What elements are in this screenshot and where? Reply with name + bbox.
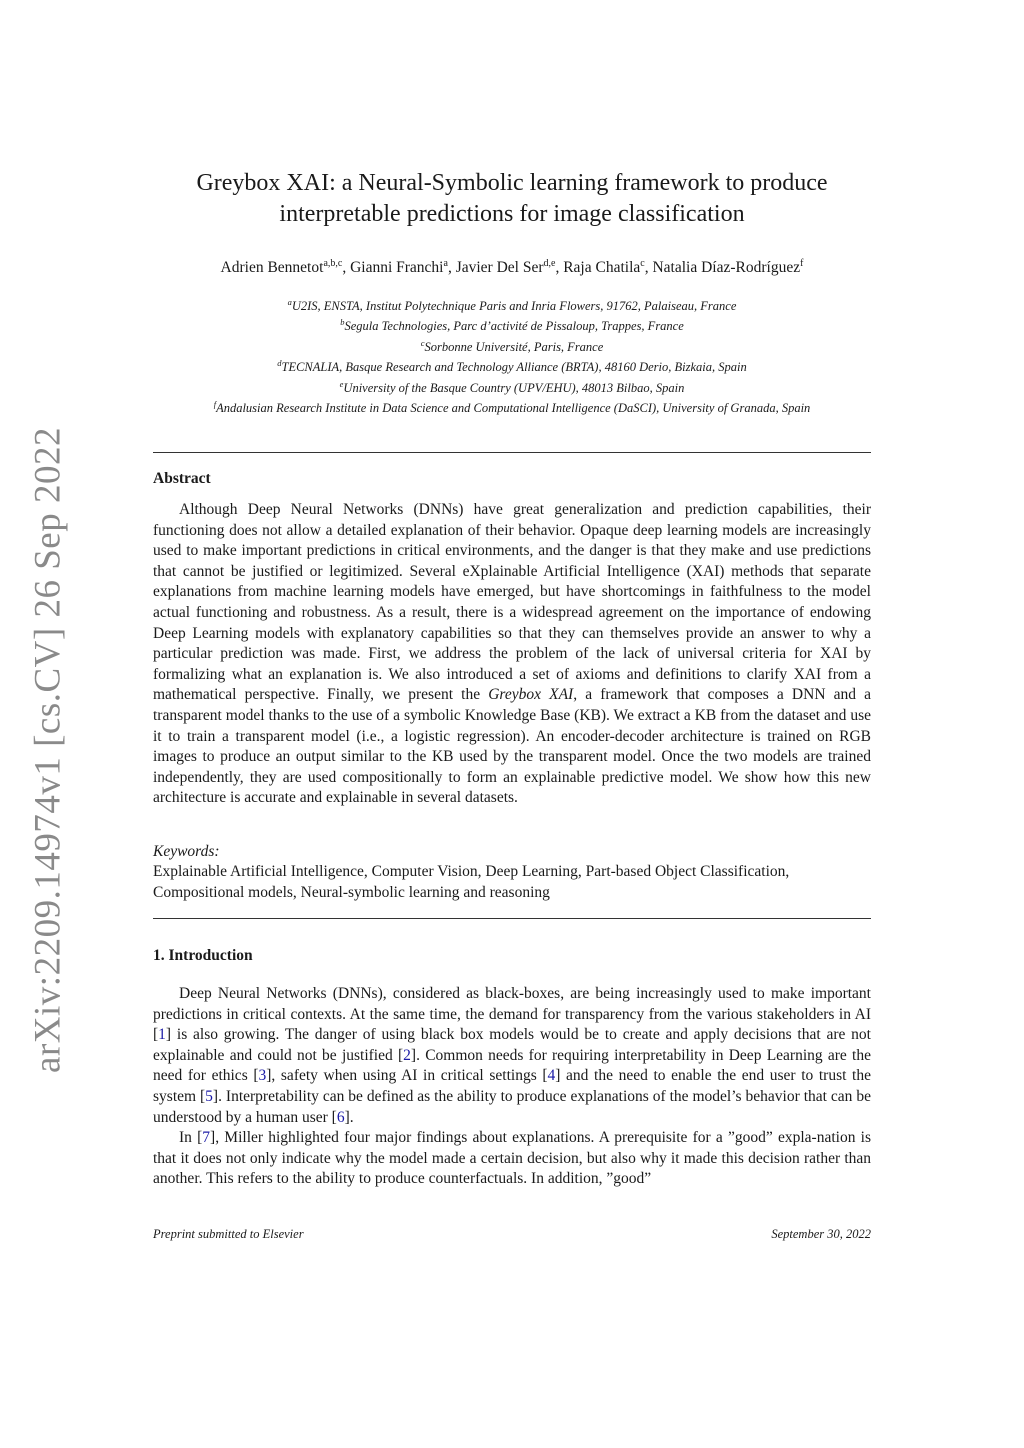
abstract-text: [153, 500, 871, 809]
affiliation-mark: c: [420, 337, 425, 348]
citation-link[interactable]: 2: [403, 1046, 411, 1064]
author-affiliation-mark: d,e: [543, 258, 556, 269]
abstract-italic-term: Greybox XAI: [488, 686, 574, 704]
author-list: Adrien Bennetot$^{a,b,c}$, Gianni Franchi$^a$, Javier Del Ser$^{d,e}$, Raja Chatila$^c$, Natalia Díaz-Rodríguez$^f$: [220, 258, 804, 277]
affiliation-text: U2IS, ENSTA, Institut Polytechnique Paris and Inria Flowers, 91762, Palaiseau, France: [291, 299, 737, 314]
author-name: Raja Chatila: [563, 259, 641, 277]
paragraph-text: ] and the need to enable the end user to trust the system [: [153, 1067, 871, 1105]
citation-link[interactable]: 4: [547, 1067, 556, 1085]
affiliation-line: [153, 335, 871, 355]
author-affiliation-mark: a,b,c: [323, 258, 343, 269]
footer-date: September 30, 2022: [771, 1227, 871, 1241]
author-name: Natalia Díaz-Rodríguez: [652, 259, 801, 277]
citation-link[interactable]: 6: [336, 1108, 345, 1126]
affiliation-line: [153, 396, 871, 416]
introduction-paragraph-2: [153, 1128, 871, 1190]
affiliation-text: University of the Basque Country (UPV/EHU), 48013 Bilbao, Spain: [343, 380, 685, 395]
affiliation-line: [153, 314, 871, 334]
arxiv-sidebar: [18, 427, 78, 1073]
paragraph-text: Deep Neural Networks (DNNs), considered as black-boxes, are being increasingly used to make important predictions in critical contexts. At the same time, the demand for transparency from the various stakeholders in AI [: [153, 985, 871, 1044]
citation-link[interactable]: 3: [258, 1067, 267, 1085]
affiliation-line: [153, 376, 871, 396]
author-name: Adrien Bennetot: [220, 259, 324, 277]
keywords-label: Keywords:: [153, 843, 220, 860]
affiliation-line: [153, 294, 871, 314]
affiliation-text: Segula Technologies, Parc d’activité de Pissaloup, Trappes, France: [344, 319, 684, 334]
paragraph-text: ], Miller highlighted four major findings about explanations. A prerequisite for a ”good” expla-nation is that it does not only indicate why the model made a certain decision, but also why it made this decision rather than another. This refers to the ability to produce counterfactuals. In addition, ”good”: [153, 1129, 871, 1188]
affiliation-text: Andalusian Research Institute in Data Science and Computational Intelligence (DaSCI), University of Granada, Spain: [216, 401, 811, 416]
affiliation-mark: b: [340, 317, 345, 328]
affiliation-mark: a: [287, 297, 292, 307]
abstract-text-part-1: Although Deep Neural Networks (DNNs) have great generalization and prediction capabilities, their functioning does not allow a detailed explanation of their behavior. Opaque deep learning models are increasingly used to make important predictions in critical environments, and the danger is that they make and use predictions that cannot be justified or legitimized. Several eXplainable Artificial Intelligence (XAI) methods that separate explanations from machine learning models have emerged, but have shortcomings in faithfulness to the model actual functioning and robustness. As a result, there is a widespread agreement on the importance of endowing Deep Learning models with explanatory capabilities so that they can themselves provide an answer to why a particular prediction was made. First, we address the problem of the lack of universal criteria for XAI by formalizing what an explanation is. We also introduced a set of axioms and definitions to clarify XAI from a mathematical perspective. Finally, we present the: [153, 501, 871, 704]
paragraph-text: In [: [179, 1129, 203, 1146]
bottom-rule: [153, 918, 871, 919]
citation-link[interactable]: 7: [202, 1129, 211, 1146]
paragraph-text: ].: [344, 1108, 354, 1126]
author-name: Javier Del Ser: [455, 259, 544, 277]
top-rule: [153, 452, 871, 453]
paragraph-text: ]. Common needs for requiring interpretability in Deep Learning are the need for ethics [: [153, 1046, 871, 1085]
author-affiliation-mark: c: [640, 258, 645, 269]
author-affiliation-mark: a: [443, 258, 448, 269]
affiliation-mark: d: [277, 358, 282, 369]
citation-link[interactable]: 5: [205, 1087, 213, 1105]
paragraph-text: ], safety when using AI in critical settings [: [266, 1067, 548, 1085]
title-line-1: Greybox XAI: a Neural-Symbolic learning framework to produce: [196, 170, 828, 196]
abstract-text-part-2: , a framework that composes a DNN and a transparent model thanks to the use of a symbolic Knowledge Base (KB). We extract a KB from the dataset and use it to train a transparent model (i.e., a logistic regression). An encoder-decoder architecture is trained on RGB images to produce an output similar to the KB used by the transparent model. Once the two models are trained independently, they are used compositionally to form an explainable predictive model. We show how this new architecture is accurate and explainable in several datasets.: [153, 686, 872, 807]
author-name: Gianni Franchi: [350, 259, 444, 277]
affiliation-list: [153, 294, 871, 417]
section-heading-introduction: 1. Introduction: [153, 947, 253, 964]
affiliation-text: TECNALIA, Basque Research and Technology Alliance (BRTA), 48160 Derio, Bizkaia, Spain: [281, 360, 747, 375]
footer-preprint-note: Preprint submitted to Elsevier: [153, 1227, 304, 1241]
affiliation-mark: e: [339, 378, 344, 389]
paragraph-text: ]. Interpretability can be defined as the ability to produce explanations of the model’s behavior that can be understood by a human user [: [153, 1087, 871, 1126]
introduction-paragraph-1: [153, 984, 871, 1128]
paragraph-text: ] is also growing. The danger of using black box models would be to create and apply decisions that are not explainable and could not be justified [: [153, 1026, 871, 1064]
affiliation-line: [153, 355, 871, 375]
author-affiliation-mark: f: [800, 258, 804, 269]
keywords-text: Explainable Artificial Intelligence, Computer Vision, Deep Learning, Part-based Object Classification, Compositional models, Neural-symbolic learning and reasoning: [153, 863, 790, 901]
affiliation-text: Sorbonne Université, Paris, France: [424, 340, 604, 355]
abstract-heading: Abstract: [153, 470, 211, 487]
arxiv-identifier: arXiv:2209.14974v1 [cs.CV] 26 Sep 2022: [27, 427, 69, 1073]
paper-title: [153, 168, 871, 230]
title-line-2: interpretable predictions for image classification: [279, 201, 745, 227]
citation-link[interactable]: 1: [158, 1026, 166, 1044]
affiliation-mark: f: [213, 399, 217, 410]
